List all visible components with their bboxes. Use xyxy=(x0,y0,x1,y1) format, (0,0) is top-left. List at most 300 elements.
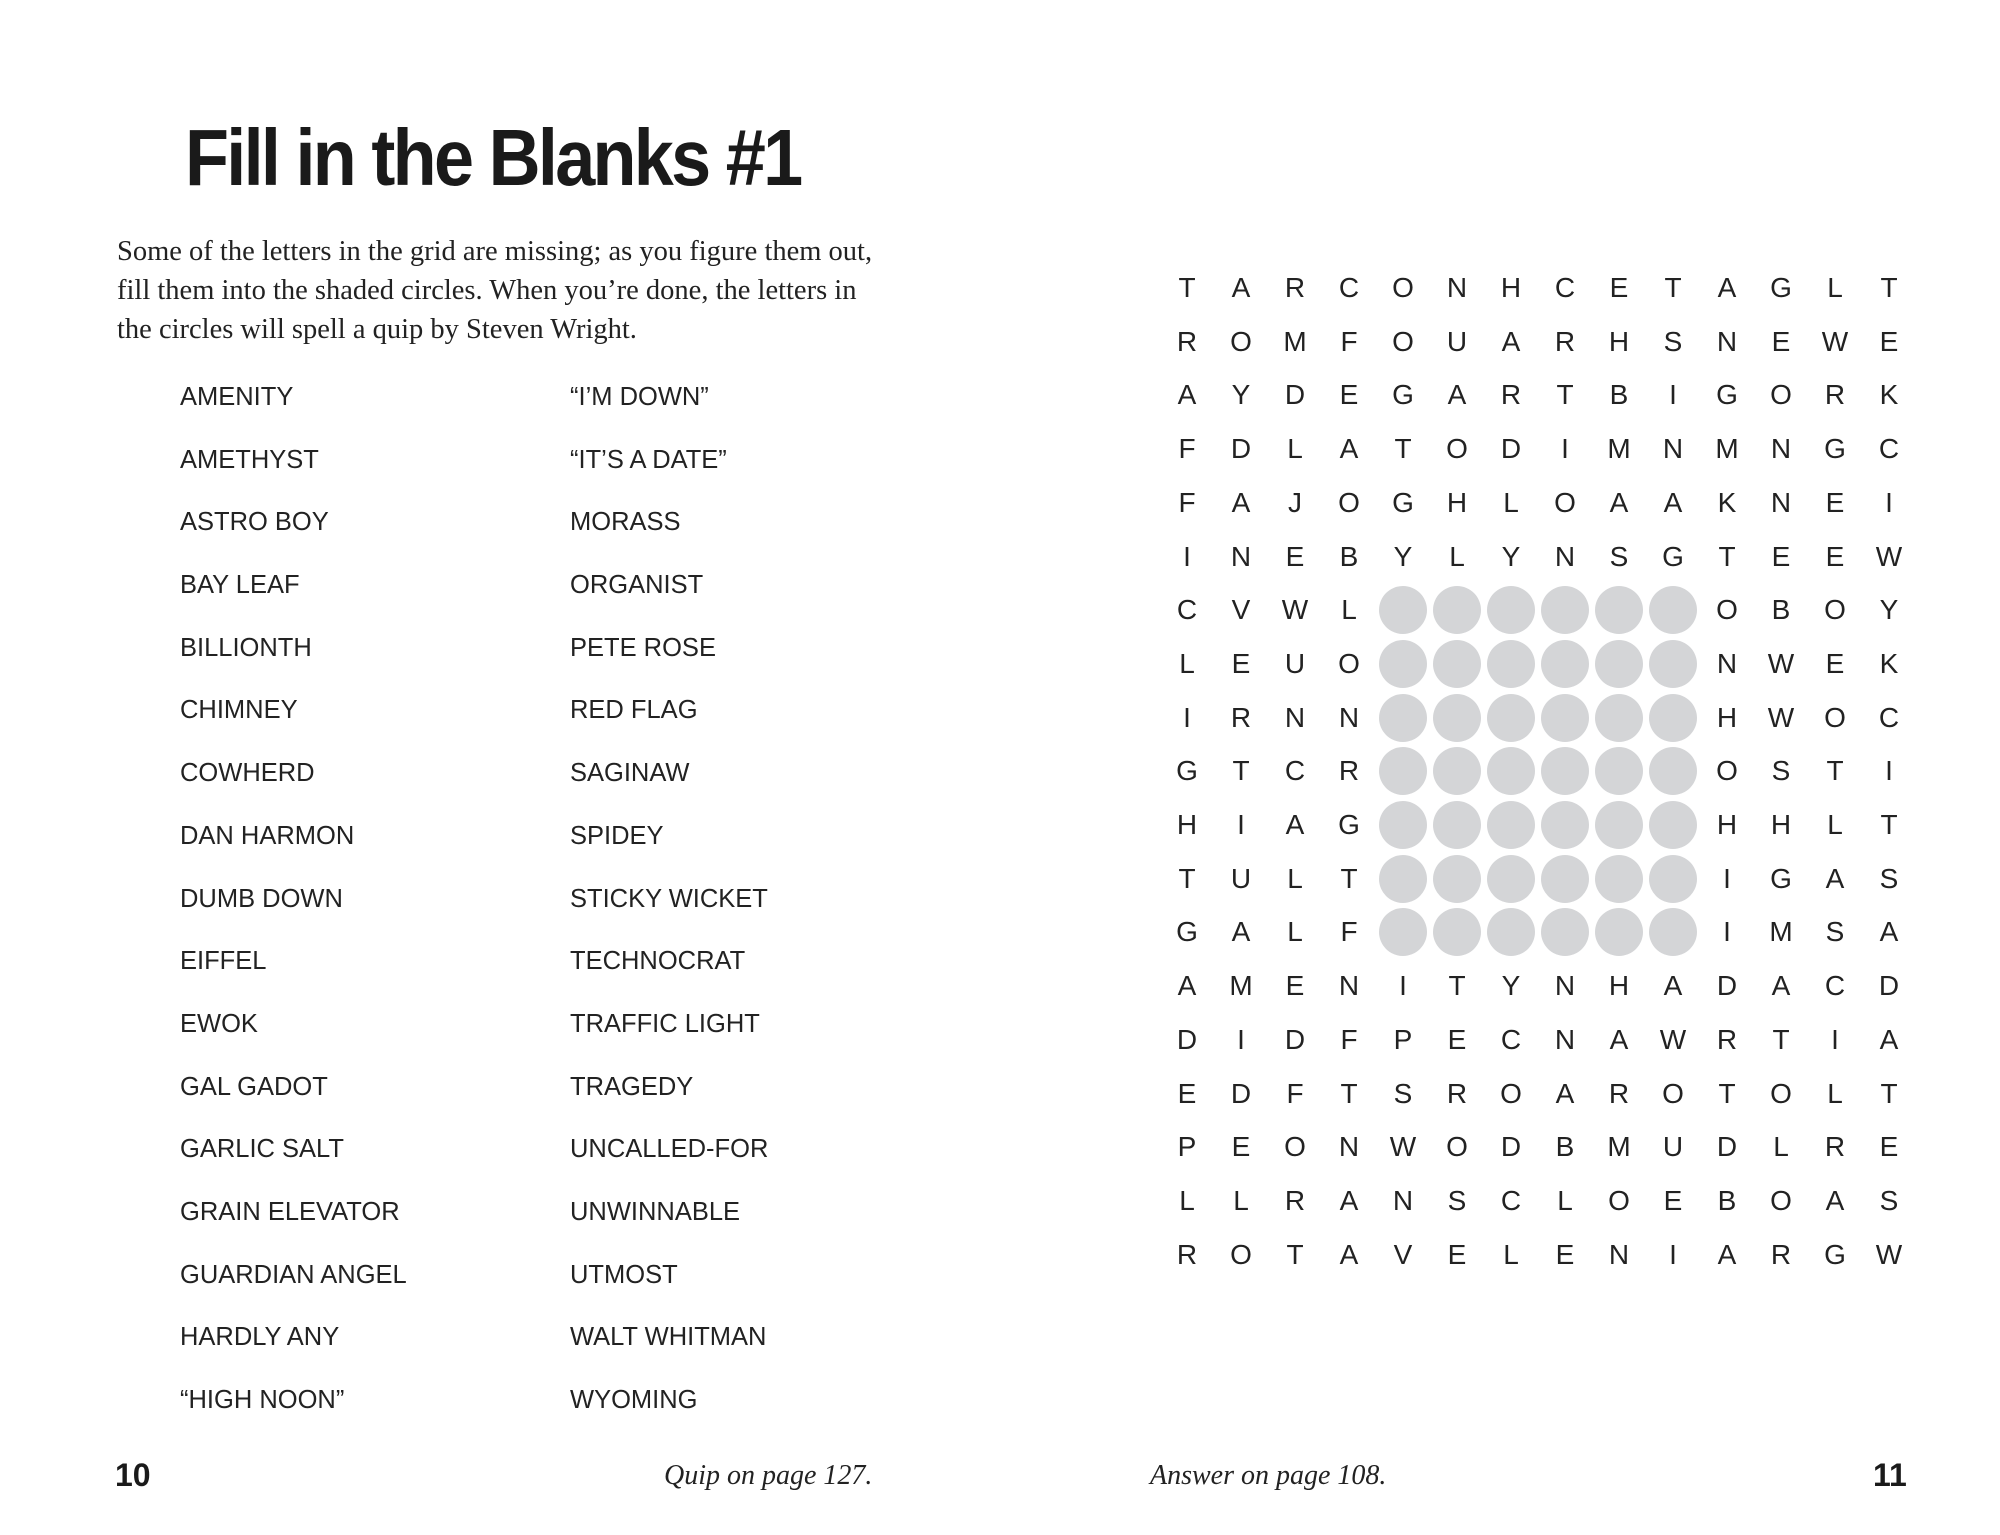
word-list-item: AMENITY xyxy=(180,383,294,411)
grid-letter: I xyxy=(1669,379,1677,411)
word-list-item: BAY LEAF xyxy=(180,571,300,600)
grid-letter: G xyxy=(1824,1238,1846,1270)
grid-letter: E xyxy=(1879,325,1899,357)
grid-letter: P xyxy=(1177,1131,1197,1163)
grid-letter: S xyxy=(1879,1184,1899,1216)
grid-letter: D xyxy=(1716,1131,1738,1163)
grid-letter: T xyxy=(1880,1077,1898,1109)
grid-letter: R xyxy=(1770,1238,1792,1270)
grid-letter: W xyxy=(1281,594,1309,626)
word-list-item: DUMB DOWN xyxy=(180,884,343,913)
grid-letter: S xyxy=(1771,755,1791,787)
grid-letter: Y xyxy=(1879,594,1899,626)
grid-letter: D xyxy=(1716,970,1738,1002)
grid-letter: F xyxy=(1340,325,1358,357)
grid-letter: A xyxy=(1825,1184,1845,1216)
grid-letter: N xyxy=(1284,701,1306,733)
blank-circle[interactable] xyxy=(1595,747,1643,795)
blank-circle[interactable] xyxy=(1379,801,1427,849)
grid-letter: S xyxy=(1609,540,1629,572)
blank-circle[interactable] xyxy=(1649,908,1697,956)
grid-letter: Y xyxy=(1501,540,1521,572)
grid-letter: A xyxy=(1555,1077,1575,1109)
grid-letter: W xyxy=(1767,701,1795,733)
word-list-item: GARLIC SALT xyxy=(180,1135,344,1164)
grid-letter: N xyxy=(1338,701,1360,733)
grid-letter: B xyxy=(1555,1131,1575,1163)
word-list-item: GUARDIAN ANGEL xyxy=(180,1260,407,1289)
blank-circle[interactable] xyxy=(1487,694,1535,742)
word-list-item: “I’M DOWN” xyxy=(570,383,709,411)
grid-letter: F xyxy=(1178,433,1196,465)
word-list-item: DAN HARMON xyxy=(180,821,355,850)
grid-letter: R xyxy=(1824,379,1846,411)
grid-letter: A xyxy=(1609,486,1629,518)
grid-letter: T xyxy=(1880,272,1898,303)
blank-circle[interactable] xyxy=(1595,908,1643,956)
grid-letter: E xyxy=(1825,647,1845,679)
grid-letter: O xyxy=(1608,1184,1630,1216)
grid-letter: T xyxy=(1718,1077,1736,1109)
word-list-item: UTMOST xyxy=(570,1260,678,1289)
page-number-left: 10 xyxy=(115,1457,151,1493)
grid-letter: L xyxy=(1557,1184,1573,1216)
grid-letter: E xyxy=(1879,1131,1899,1163)
grid-letter: O xyxy=(1500,1077,1522,1109)
grid-letter: N xyxy=(1662,433,1684,465)
grid-letter: N xyxy=(1608,1238,1630,1270)
word-list-column-2 xyxy=(570,378,768,1444)
grid-letter: D xyxy=(1230,433,1252,465)
grid-letter: R xyxy=(1716,1023,1738,1055)
grid-letter: E xyxy=(1447,1238,1467,1270)
grid-letter: N xyxy=(1446,272,1468,303)
word-list-item: GAL GADOT xyxy=(180,1072,328,1101)
grid-letter: A xyxy=(1663,486,1683,518)
grid-letter: S xyxy=(1879,862,1899,894)
word-list-item: TRAFFIC LIGHT xyxy=(570,1009,760,1038)
grid-letter: C xyxy=(1338,272,1360,303)
grid-letter: O xyxy=(1770,379,1792,411)
grid-letter: W xyxy=(1875,540,1903,572)
grid-letter: I xyxy=(1885,755,1893,787)
grid-letter: N xyxy=(1554,540,1576,572)
blank-circle[interactable] xyxy=(1379,908,1427,956)
grid-letter: E xyxy=(1825,540,1845,572)
grid-letter: R xyxy=(1554,325,1576,357)
grid-letter: F xyxy=(1340,916,1358,948)
grid-letter: R xyxy=(1284,272,1306,303)
blank-circle[interactable] xyxy=(1649,694,1697,742)
grid-letter: A xyxy=(1717,1238,1737,1270)
blank-circle[interactable] xyxy=(1487,855,1535,903)
blank-circle[interactable] xyxy=(1541,747,1589,795)
grid-letter: E xyxy=(1285,540,1305,572)
grid-letter: U xyxy=(1662,1131,1684,1163)
grid-letter: D xyxy=(1500,433,1522,465)
grid-letter: A xyxy=(1231,486,1251,518)
grid-letter: N xyxy=(1770,486,1792,518)
grid-letter: I xyxy=(1885,486,1893,518)
blank-circle[interactable] xyxy=(1379,640,1427,688)
grid-letter: L xyxy=(1287,862,1303,894)
grid-letter: C xyxy=(1500,1184,1522,1216)
grid-letter: T xyxy=(1340,1077,1358,1109)
grid-letter: L xyxy=(1287,433,1303,465)
grid-letter: C xyxy=(1554,272,1576,303)
grid-letter: L xyxy=(1827,1077,1843,1109)
grid-letter: C xyxy=(1284,755,1306,787)
grid-letter: A xyxy=(1717,272,1737,303)
grid-letter: U xyxy=(1446,325,1468,357)
word-list-item: ASTRO BOY xyxy=(180,508,329,537)
grid-letter: A xyxy=(1771,970,1791,1002)
instructions: Some of the letters in the grid are missing; as you figure them out, fill them into the shaded circles. When you’re done, the letters in the circles will spell a quip by Steven Wright. xyxy=(117,236,873,345)
grid-letter: E xyxy=(1663,1184,1683,1216)
grid-letter: G xyxy=(1716,379,1738,411)
puzzle-title: Fill in the Blanks #1 xyxy=(185,113,801,202)
grid-letter: M xyxy=(1607,433,1631,465)
answer-page-note: Answer on page 108. xyxy=(1150,1460,1387,1491)
grid-letter: E xyxy=(1285,970,1305,1002)
grid-letter: O xyxy=(1230,1238,1252,1270)
grid-letter: A xyxy=(1879,916,1899,948)
grid-letter: K xyxy=(1717,486,1737,518)
grid-letter: N xyxy=(1230,540,1252,572)
grid-letter: O xyxy=(1716,594,1738,626)
grid-letter: H xyxy=(1176,809,1198,840)
grid-letter: B xyxy=(1609,379,1629,411)
grid-letter: E xyxy=(1231,1131,1251,1163)
grid-letter: U xyxy=(1284,647,1306,679)
grid-letter: T xyxy=(1826,755,1844,787)
grid-letter: H xyxy=(1608,325,1630,357)
grid-letter: N xyxy=(1338,1131,1360,1163)
grid-letter: A xyxy=(1339,1238,1359,1270)
word-list-item: “IT’S A DATE” xyxy=(570,445,727,474)
blank-circle[interactable] xyxy=(1379,586,1427,634)
grid-letter: B xyxy=(1339,540,1359,572)
blank-circle[interactable] xyxy=(1487,801,1535,849)
grid-letter: L xyxy=(1503,1238,1519,1270)
grid-letter: I xyxy=(1831,1023,1839,1055)
grid-letter: W xyxy=(1821,325,1849,357)
grid-letter: B xyxy=(1771,594,1791,626)
grid-letter: D xyxy=(1284,1023,1306,1055)
grid-letter: U xyxy=(1230,862,1252,894)
grid-letter: O xyxy=(1824,701,1846,733)
blank-circle[interactable] xyxy=(1541,640,1589,688)
grid-letter: F xyxy=(1178,486,1196,518)
grid-letter: L xyxy=(1827,272,1843,303)
grid-letter: T xyxy=(1286,1238,1304,1270)
grid-letter: A xyxy=(1339,433,1359,465)
blank-circle[interactable] xyxy=(1649,640,1697,688)
grid-letter: E xyxy=(1771,540,1791,572)
grid-letter: N xyxy=(1554,970,1576,1002)
grid-letter: T xyxy=(1394,433,1412,465)
grid-letter: E xyxy=(1609,272,1629,303)
grid-letter: J xyxy=(1288,486,1302,518)
blank-circle[interactable] xyxy=(1487,747,1535,795)
grid-letter: H xyxy=(1608,970,1630,1002)
grid-letter: N xyxy=(1770,433,1792,465)
blank-circle[interactable] xyxy=(1649,747,1697,795)
grid-letter: R xyxy=(1824,1131,1846,1163)
blank-circle[interactable] xyxy=(1433,855,1481,903)
word-list-item: TRAGEDY xyxy=(570,1072,694,1101)
grid-letter: H xyxy=(1770,809,1792,840)
grid-letter: P xyxy=(1393,1023,1413,1055)
grid-letter: T xyxy=(1448,970,1466,1002)
blank-circle[interactable] xyxy=(1541,694,1589,742)
word-list-item: UNCALLED-FOR xyxy=(570,1135,769,1164)
grid-letter: L xyxy=(1503,486,1519,518)
page-number-right: 11 xyxy=(1873,1457,1907,1493)
grid-letter: R xyxy=(1338,755,1360,787)
grid-letter: I xyxy=(1723,862,1731,894)
grid-letter: F xyxy=(1340,1023,1358,1055)
word-list-item: UNWINNABLE xyxy=(570,1197,741,1226)
blank-circle[interactable] xyxy=(1541,801,1589,849)
word-list-item: EWOK xyxy=(180,1009,258,1038)
grid-letter: L xyxy=(1773,1131,1789,1163)
grid-letter: I xyxy=(1183,701,1191,733)
grid-letter: H xyxy=(1716,701,1738,733)
word-list-item: STICKY WICKET xyxy=(570,884,768,913)
grid-letter: A xyxy=(1339,1184,1359,1216)
grid-letter: E xyxy=(1177,1077,1197,1109)
grid-letter: Y xyxy=(1231,379,1251,411)
grid-letter: M xyxy=(1715,433,1739,465)
blank-circle[interactable] xyxy=(1649,855,1697,903)
blank-circle[interactable] xyxy=(1595,586,1643,634)
grid-letter: V xyxy=(1231,594,1251,626)
word-list-item: GRAIN ELEVATOR xyxy=(180,1197,400,1226)
grid-letter: C xyxy=(1176,594,1198,626)
blank-circle[interactable] xyxy=(1487,908,1535,956)
word-list-item: ORGANIST xyxy=(570,571,704,600)
grid-letter: C xyxy=(1878,433,1900,465)
word-list-item: RED FLAG xyxy=(570,696,698,725)
word-list xyxy=(180,378,780,1418)
grid-letter: A xyxy=(1825,862,1845,894)
grid-letter: O xyxy=(1392,272,1414,303)
grid-letter: I xyxy=(1561,433,1569,465)
word-list-item: BILLIONTH xyxy=(180,633,312,662)
grid-letter: A xyxy=(1609,1023,1629,1055)
grid-letter: O xyxy=(1446,433,1468,465)
grid-letter: A xyxy=(1285,809,1305,840)
grid-letter: C xyxy=(1824,970,1846,1002)
grid-letter: D xyxy=(1284,379,1306,411)
grid-letter: T xyxy=(1178,272,1196,303)
grid-letter: T xyxy=(1178,862,1196,894)
blank-circle[interactable] xyxy=(1541,586,1589,634)
word-list-item: CHIMNEY xyxy=(180,696,298,725)
grid-letter: G xyxy=(1392,379,1414,411)
word-list-item: PETE ROSE xyxy=(570,633,716,662)
grid-letter: L xyxy=(1827,809,1843,840)
grid-letter: O xyxy=(1662,1077,1684,1109)
blank-circle[interactable] xyxy=(1433,908,1481,956)
grid-letter: T xyxy=(1664,272,1682,303)
blank-circle[interactable] xyxy=(1433,801,1481,849)
grid-letter: T xyxy=(1718,540,1736,572)
grid-letter: O xyxy=(1770,1184,1792,1216)
blank-circle[interactable] xyxy=(1379,694,1427,742)
grid-letter: C xyxy=(1500,1023,1522,1055)
grid-letter: N xyxy=(1338,970,1360,1002)
grid-letter: D xyxy=(1176,1023,1198,1055)
grid-letter: A xyxy=(1177,379,1197,411)
grid-letter: H xyxy=(1500,272,1522,303)
grid-letter: S xyxy=(1663,325,1683,357)
grid-letter: G xyxy=(1392,486,1414,518)
word-list-item: HARDLY ANY xyxy=(180,1323,340,1352)
grid-letter: G xyxy=(1824,433,1846,465)
grid-letter: S xyxy=(1393,1077,1413,1109)
grid-letter: S xyxy=(1825,916,1845,948)
grid-letter: O xyxy=(1392,325,1414,357)
grid-letter: G xyxy=(1176,916,1198,948)
grid-letter: L xyxy=(1233,1184,1249,1216)
blank-circle[interactable] xyxy=(1379,855,1427,903)
word-list-item: EIFFEL xyxy=(180,947,267,976)
grid-letter: G xyxy=(1770,272,1792,303)
grid-letter: N xyxy=(1392,1184,1414,1216)
grid-letter: B xyxy=(1717,1184,1737,1216)
grid-letter: A xyxy=(1879,1023,1899,1055)
grid-letter: N xyxy=(1716,647,1738,679)
grid-letter: K xyxy=(1879,379,1899,411)
grid-letter: L xyxy=(1179,647,1195,679)
grid-letter: G xyxy=(1770,862,1792,894)
grid-letter: I xyxy=(1237,809,1245,840)
grid-letter: R xyxy=(1500,379,1522,411)
blank-circle[interactable] xyxy=(1541,855,1589,903)
blank-circle[interactable] xyxy=(1433,640,1481,688)
grid-letter: G xyxy=(1662,540,1684,572)
grid-letter: W xyxy=(1875,1238,1903,1270)
grid-letter: T xyxy=(1340,862,1358,894)
grid-letter: Y xyxy=(1393,540,1413,572)
word-list-item: SAGINAW xyxy=(570,759,690,788)
grid-letter: R xyxy=(1176,325,1198,357)
grid-letter: H xyxy=(1446,486,1468,518)
quip-page-note: Quip on page 127. xyxy=(664,1460,873,1491)
word-list-column-1 xyxy=(180,378,407,1444)
word-list-item: COWHERD xyxy=(180,759,315,788)
grid-letter: O xyxy=(1284,1131,1306,1163)
grid-letter: M xyxy=(1607,1131,1631,1163)
grid-letter: I xyxy=(1237,1023,1245,1055)
blank-circle[interactable] xyxy=(1487,640,1535,688)
grid-letter: D xyxy=(1500,1131,1522,1163)
grid-letter: O xyxy=(1770,1077,1792,1109)
grid-letter: O xyxy=(1338,486,1360,518)
grid-letter: O xyxy=(1338,647,1360,679)
grid-letter: N xyxy=(1554,1023,1576,1055)
word-list-item: “HIGH NOON” xyxy=(180,1386,345,1414)
grid-letter: A xyxy=(1501,325,1521,357)
grid-letter: G xyxy=(1176,755,1198,787)
grid-letter: Y xyxy=(1501,970,1521,1002)
blank-circle[interactable] xyxy=(1595,801,1643,849)
blank-circle[interactable] xyxy=(1379,747,1427,795)
grid-letter: I xyxy=(1669,1238,1677,1270)
grid-letter: R xyxy=(1446,1077,1468,1109)
grid-letter: E xyxy=(1339,379,1359,411)
blank-circle[interactable] xyxy=(1433,586,1481,634)
grid-letter: O xyxy=(1230,325,1252,357)
grid-letter: E xyxy=(1771,325,1791,357)
grid-letter: W xyxy=(1659,1023,1687,1055)
grid-letter: O xyxy=(1824,594,1846,626)
blank-circle[interactable] xyxy=(1649,801,1697,849)
word-list-item: SPIDEY xyxy=(570,821,664,850)
grid-letter: T xyxy=(1880,809,1898,840)
grid-letter: R xyxy=(1176,1238,1198,1270)
grid-letter: R xyxy=(1230,701,1252,733)
grid-letter: K xyxy=(1879,647,1899,679)
grid-letter: L xyxy=(1341,594,1357,626)
grid-letter: M xyxy=(1769,916,1793,948)
grid-letter: H xyxy=(1716,809,1738,840)
blank-circle[interactable] xyxy=(1487,586,1535,634)
blank-circle[interactable] xyxy=(1541,908,1589,956)
blank-circle[interactable] xyxy=(1649,586,1697,634)
grid-letter: O xyxy=(1716,755,1738,787)
blank-circle[interactable] xyxy=(1433,694,1481,742)
grid-letter: S xyxy=(1447,1184,1467,1216)
blank-circle[interactable] xyxy=(1595,694,1643,742)
blank-circle[interactable] xyxy=(1595,640,1643,688)
grid-letter: I xyxy=(1723,916,1731,948)
grid-letter: G xyxy=(1338,809,1360,840)
grid-letter: A xyxy=(1663,970,1683,1002)
grid-letter: A xyxy=(1231,272,1251,303)
grid-letter: F xyxy=(1286,1077,1304,1109)
grid-letter: V xyxy=(1393,1238,1413,1270)
grid-letter: W xyxy=(1389,1131,1417,1163)
grid-letter: R xyxy=(1608,1077,1630,1109)
grid-letter: O xyxy=(1554,486,1576,518)
grid-letter: L xyxy=(1287,916,1303,948)
blank-circle[interactable] xyxy=(1595,855,1643,903)
grid-letter: T xyxy=(1556,379,1574,411)
grid-letter: M xyxy=(1229,970,1253,1002)
grid-letter: R xyxy=(1284,1184,1306,1216)
word-list-item: WYOMING xyxy=(570,1386,698,1414)
grid-letter: I xyxy=(1399,970,1407,1002)
word-list-item: WALT WHITMAN xyxy=(570,1323,767,1352)
word-list-item: TECHNOCRAT xyxy=(570,947,746,976)
grid-letter: N xyxy=(1716,325,1738,357)
grid-letter: D xyxy=(1230,1077,1252,1109)
word-list-item: AMETHYST xyxy=(180,445,319,474)
blank-circle[interactable] xyxy=(1433,747,1481,795)
grid-letter: T xyxy=(1232,755,1250,787)
grid-letter: I xyxy=(1183,540,1191,572)
letter-grid xyxy=(1160,261,1903,1281)
grid-letter: T xyxy=(1772,1023,1790,1055)
grid-letter: L xyxy=(1179,1184,1195,1216)
grid-letter: O xyxy=(1446,1131,1468,1163)
word-list-item: MORASS xyxy=(570,508,681,537)
grid-letter: E xyxy=(1231,647,1251,679)
grid-letter: A xyxy=(1231,916,1251,948)
